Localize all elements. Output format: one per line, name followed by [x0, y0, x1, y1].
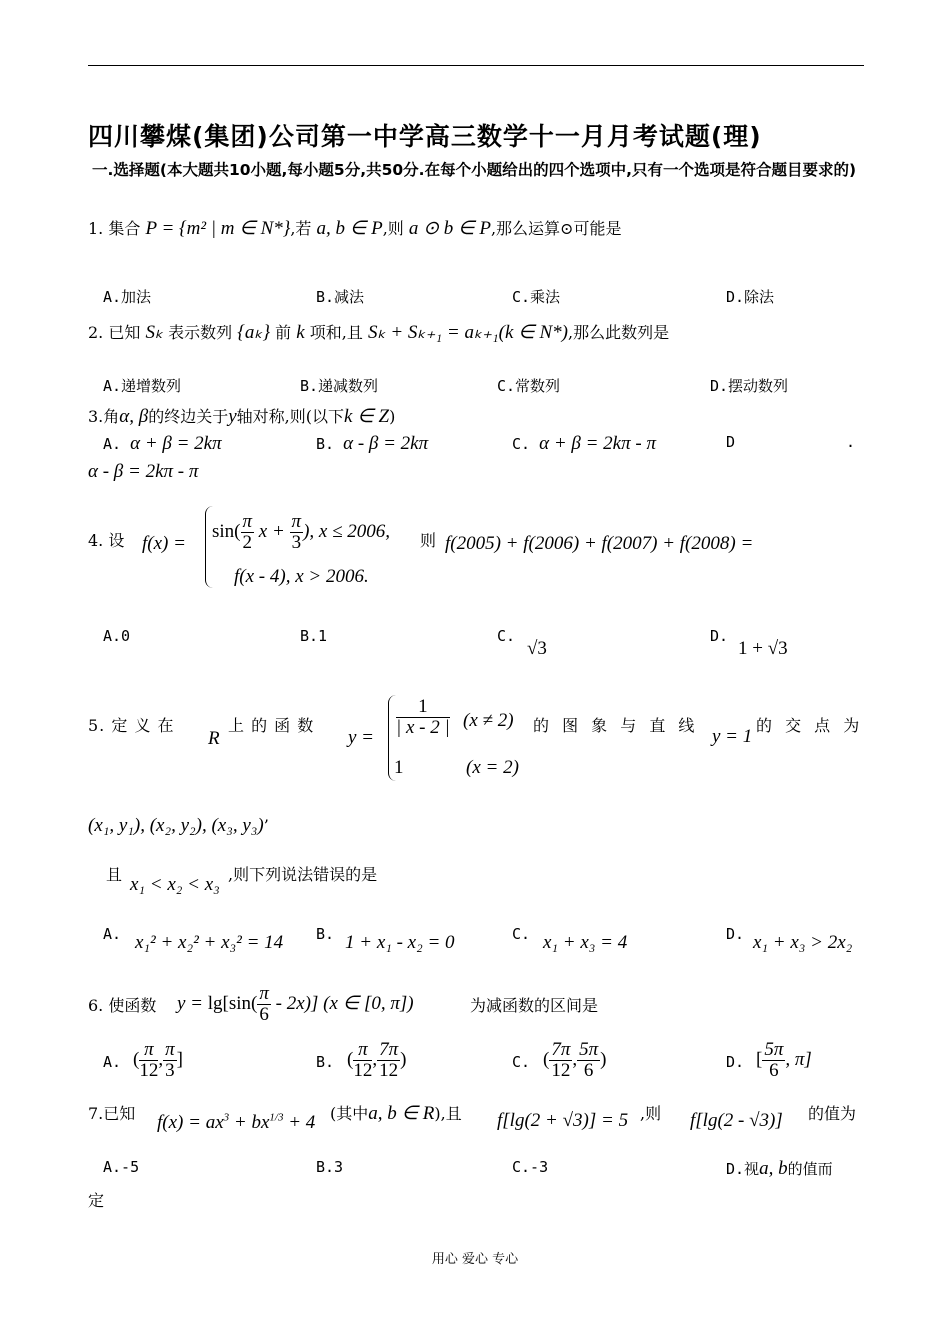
- q4-case-1: sin( $\frac{\pi}{2}$ x + $\frac{\pi}{3}$ ), x ≤ 2006,: [212, 511, 391, 553]
- q6-option-b: B.: [316, 1053, 335, 1071]
- q4-lhs: f(x) =: [142, 533, 186, 554]
- q5-order: x₁ < x₂ < x₃: [130, 874, 220, 895]
- q5-case-2-cond: (x = 2): [466, 757, 519, 778]
- q5-formula-line: y = 1: [712, 726, 753, 747]
- q4-option-b: B.1: [300, 627, 328, 645]
- q1-text-4: ,那么运算⊙可能是: [490, 219, 622, 238]
- q5-case-1: $\frac{1}{| x - 2 |}$: [396, 696, 450, 738]
- q7-option-d: D.视a, b的值而: [726, 1158, 833, 1179]
- q2-text-4: 项和,且: [309, 323, 363, 342]
- q5-option-a-formula: x₁² + x₂² + x₃² = 14: [135, 932, 284, 953]
- q6-option-d-formula: [ $\frac{5\pi}{6}$ , π]: [756, 1039, 812, 1081]
- page-footer: 用心 爱心 专心: [431, 1252, 519, 1267]
- q4-option-a: A.0: [103, 627, 131, 645]
- q3-option-d: D: [726, 433, 736, 451]
- q1-option-a: A.加法: [103, 288, 152, 306]
- question-2: [88, 320, 669, 344]
- q4-option-d-formula: 1 + √3: [738, 638, 788, 659]
- q3-formula-angles: α, β: [119, 406, 149, 427]
- q3-formula-kz: k ∈ Z: [344, 406, 390, 427]
- q5-text-6: 且: [106, 865, 123, 884]
- question-6: 6. 使函数: [88, 996, 157, 1015]
- q2-option-b: B.递减数列: [300, 377, 379, 395]
- q2-option-a: A.递增数列: [103, 377, 182, 395]
- q7-formula-given: f[lg(2 + √3)] = 5: [497, 1110, 629, 1131]
- q5-case-1-cond: (x ≠ 2): [463, 710, 514, 731]
- q3-option-c: C. α + β = 2kπ - π: [512, 433, 656, 454]
- q3-text-1: 角: [103, 407, 120, 426]
- q5-lhs: y =: [348, 727, 375, 748]
- section-heading: 一.选择题(本大题共10小题,每小题5分,共50分.在每个小题给出的四个选项中,只有一个选项是符合题目要求的): [92, 161, 857, 179]
- q7-text-2: (其中a, b ∈ R),且: [330, 1103, 462, 1124]
- q5-option-b-formula: 1 + x₁ - x₂ = 0: [345, 932, 455, 953]
- q5-text-2: 上 的 函 数: [228, 716, 315, 735]
- q3-option-b: B. α - β = 2kπ: [316, 433, 429, 454]
- q6-option-b-formula: ( $\frac{\pi}{12}$ , $\frac{7\pi}{12}$ ): [347, 1039, 407, 1081]
- q1-option-c: C.乘法: [512, 288, 561, 306]
- q3-text-2: 的终边关于: [148, 407, 229, 426]
- q1-formula-op: a ⊙ b ∈ P: [408, 218, 491, 239]
- q3-text-4: ): [389, 407, 396, 426]
- top-rule: [88, 65, 864, 66]
- q7-formula-f: $f(x) = ax^3 + bx^{1/3} + 4$: [157, 1112, 316, 1134]
- q6-text-1: 使函数: [108, 996, 157, 1015]
- q4-option-c-formula: √3: [527, 638, 547, 659]
- q7-option-c: C.-3: [512, 1158, 549, 1176]
- q2-text-5: ,那么此数列是: [567, 323, 670, 342]
- q7-text-5: 的值为: [808, 1104, 857, 1123]
- question-4-number: 4. 设: [88, 531, 125, 550]
- q1-text-2: ,若: [290, 219, 312, 238]
- q3-option-a: A. α + β = 2kπ: [103, 433, 222, 454]
- q4-option-c: C.: [497, 627, 516, 645]
- question-5: 5. 定 义 在: [88, 716, 175, 735]
- q3-option-d-formula: α - β = 2kπ - π: [88, 461, 199, 482]
- q5-option-b: B.: [316, 925, 335, 943]
- q5-text-1: 定 义 在: [111, 716, 175, 735]
- question-number: 1.: [88, 219, 104, 238]
- q4-text-2: 则: [420, 531, 437, 550]
- q4-text-1: 设: [108, 531, 125, 550]
- q3-formula-y: y: [228, 406, 237, 427]
- q6-option-c-formula: ( $\frac{7\pi}{12}$ , $\frac{5\pi}{6}$ ): [543, 1039, 607, 1081]
- q4-case-2: f(x - 4), x > 2006.: [234, 566, 369, 587]
- q1-text-1: 集合: [108, 219, 141, 238]
- question-1: [88, 216, 621, 240]
- q5-option-d-formula: x₁ + x₃ > 2x₂: [753, 932, 853, 953]
- q4-sum: f(2005) + f(2006) + f(2007) + f(2008) =: [445, 533, 754, 554]
- question-number: 2.: [88, 323, 104, 342]
- q6-formula: y = lg[sin( $\frac{\pi}{6}$ - 2x)] (x ∈ [0, π]): [177, 983, 414, 1025]
- q1-option-b: B.减法: [316, 288, 365, 306]
- q5-text-7: ,则下列说法错误的是: [228, 865, 378, 884]
- q2-text-2: 表示数列: [168, 323, 233, 342]
- q2-formula-sk: Sₖ: [145, 322, 164, 343]
- q1-formula-ab: a, b ∈ P: [316, 218, 383, 239]
- q2-text-1: 已知: [108, 323, 141, 342]
- q2-option-d: D.摆动数列: [710, 377, 789, 395]
- q5-points: (x₁, y₁), (x₂, y₂), (x₃, y₃)’: [88, 815, 269, 836]
- q2-formula-k: k: [296, 322, 305, 343]
- question-7: 7.已知: [88, 1104, 136, 1123]
- q2-formula-condition: Sₖ + Sₖ₊₁ = aₖ₊₁(k ∈ N*): [367, 322, 568, 343]
- q2-option-c: C.常数列: [497, 377, 561, 395]
- q5-option-c: C.: [512, 925, 531, 943]
- q6-option-a: A.: [103, 1053, 122, 1071]
- q7-text-4: ,则: [640, 1104, 662, 1123]
- q5-option-a: A.: [103, 925, 122, 943]
- q7-text-1: 已知: [103, 1104, 136, 1123]
- q6-option-c: C.: [512, 1053, 531, 1071]
- q2-formula-ak: {aₖ}: [237, 322, 271, 343]
- q7-option-d-wrap: 定: [88, 1191, 105, 1210]
- q2-text-3: 前: [275, 323, 292, 342]
- q5-text-4: 的 交 点 为: [756, 716, 864, 735]
- q5-text-3: 的 图 象 与 直 线: [533, 716, 699, 735]
- q5-formula-r: R: [208, 728, 220, 749]
- question-3: [88, 404, 395, 428]
- q7-formula-target: f[lg(2 - √3)]: [690, 1110, 783, 1131]
- q6-option-a-formula: ( $\frac{\pi}{12}$ , $\frac{\pi}{3}$ ]: [133, 1039, 183, 1081]
- q6-option-d: D.: [726, 1053, 745, 1071]
- q5-option-d: D.: [726, 925, 745, 943]
- page-title: 四川攀煤(集团)公司第一中学高三数学十一月月考试题(理): [88, 122, 762, 151]
- q4-option-d: D.: [710, 627, 729, 645]
- q3-text-3: 轴对称,则(以下: [236, 407, 345, 426]
- q6-text-2: 为减函数的区间是: [470, 996, 599, 1015]
- q1-option-d: D.除法: [726, 288, 775, 306]
- q1-text-3: ,则: [382, 219, 404, 238]
- q5-case-2: 1: [394, 757, 404, 778]
- q7-option-b: B.3: [316, 1158, 344, 1176]
- q3-option-d-dot: .: [846, 433, 856, 451]
- q7-option-a: A.-5: [103, 1158, 140, 1176]
- question-number: 3.: [88, 407, 104, 426]
- q5-option-c-formula: x₁ + x₃ = 4: [543, 932, 628, 953]
- q1-formula-set: P = {m² | m ∈ N*}: [145, 218, 291, 239]
